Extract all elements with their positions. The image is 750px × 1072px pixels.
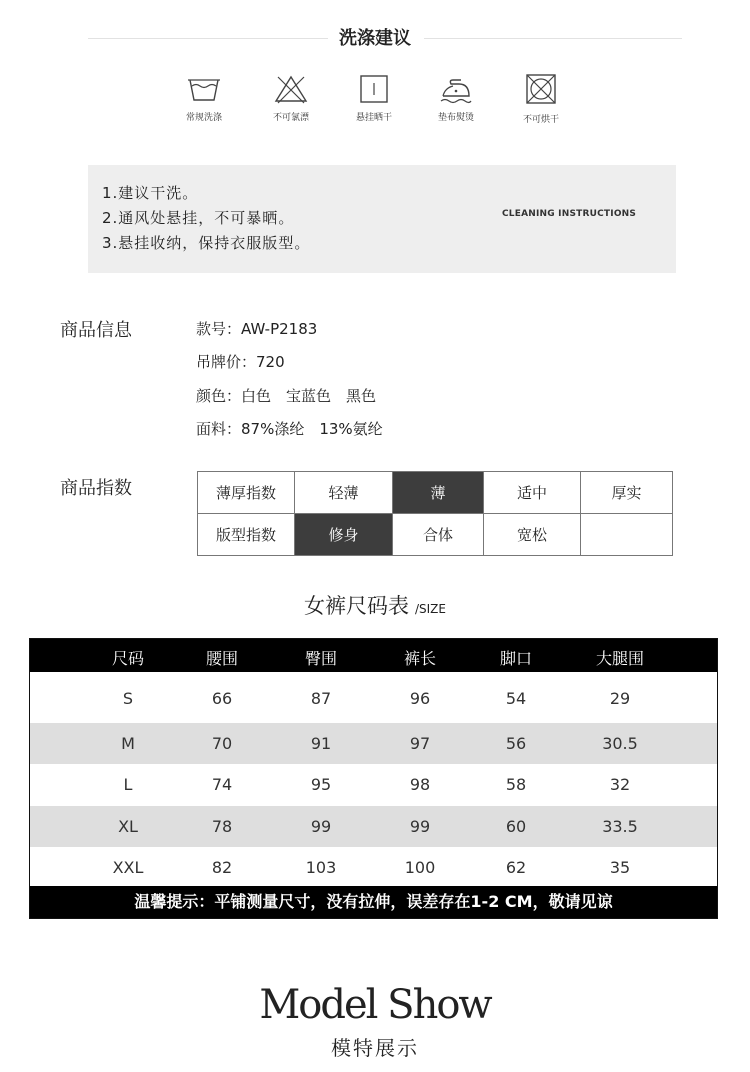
care-label: 不可烘干 bbox=[522, 115, 559, 125]
product-index-table bbox=[197, 471, 673, 556]
table-cell: 32 bbox=[609, 775, 631, 794]
table-cell: 97 bbox=[409, 734, 431, 753]
thickness-row bbox=[198, 472, 673, 514]
instruction-line: 3.悬挂收纳，保持衣服版型。 bbox=[102, 234, 311, 252]
care-label: 不可氯漂 bbox=[272, 113, 309, 123]
table-cell: XXL bbox=[112, 858, 144, 877]
care-label: 垫布熨烫 bbox=[437, 113, 474, 123]
care-item-hang bbox=[334, 74, 414, 123]
washing-title: 洗涤建议 bbox=[339, 28, 411, 49]
size-chart-title bbox=[0, 590, 750, 620]
table-cell: 70 bbox=[211, 734, 233, 753]
table-cell: 74 bbox=[211, 775, 233, 794]
table-row bbox=[30, 806, 717, 847]
table-cell: S bbox=[122, 689, 134, 708]
fabric: 面料：87%涤纶 13%氨纶 bbox=[196, 420, 383, 438]
table-cell: 82 bbox=[211, 858, 233, 877]
instruction-line: 2.通风处悬挂，不可暴晒。 bbox=[102, 209, 295, 227]
header-cell: 脚口 bbox=[499, 649, 532, 668]
option-cell: 适中 bbox=[484, 472, 581, 514]
care-item-wash bbox=[164, 74, 244, 123]
table-cell: 58 bbox=[505, 775, 527, 794]
header-cell: 大腿围 bbox=[595, 649, 644, 668]
size-chart-title-text: 女裤尺码表 bbox=[303, 594, 409, 618]
table-cell: 99 bbox=[310, 817, 332, 836]
header-cell: 尺码 bbox=[111, 649, 144, 668]
no-bleach-icon bbox=[274, 74, 308, 104]
table-row bbox=[30, 678, 717, 719]
table-cell: 54 bbox=[505, 689, 527, 708]
table-cell: XL bbox=[118, 817, 138, 836]
care-item-tumble bbox=[501, 74, 581, 125]
tag-price: 吊牌价：720 bbox=[196, 353, 285, 371]
care-label: 常规洗涤 bbox=[185, 113, 222, 123]
option-cell: 厚实 bbox=[581, 472, 673, 514]
table-row bbox=[30, 764, 717, 805]
size-chart-header bbox=[30, 639, 717, 672]
table-cell: 96 bbox=[409, 689, 431, 708]
size-chart-subtitle: /SIZE bbox=[414, 602, 446, 616]
table-cell: 99 bbox=[409, 817, 431, 836]
table-cell: 62 bbox=[505, 858, 527, 877]
table-cell: 87 bbox=[310, 689, 332, 708]
iron-with-cloth-icon bbox=[439, 74, 473, 104]
header-cell: 裤长 bbox=[403, 649, 436, 668]
option-cell: 合体 bbox=[393, 514, 484, 556]
table-cell: 91 bbox=[310, 734, 332, 753]
size-chart-note: 温馨提示：平铺测量尺寸，没有拉伸，误差存在1-2 CM，敬请见谅 bbox=[30, 886, 717, 918]
model-show-title: Model Show bbox=[259, 982, 491, 1028]
table-row bbox=[30, 723, 717, 764]
table-cell: 66 bbox=[211, 689, 233, 708]
style-number: 款号：AW-P2183 bbox=[196, 320, 318, 338]
table-cell: 56 bbox=[505, 734, 527, 753]
care-item-iron bbox=[416, 74, 496, 123]
instructions-english-label: CLEANING INSTRUCTIONS bbox=[502, 209, 637, 219]
care-item-bleach bbox=[251, 74, 331, 123]
table-cell: L bbox=[123, 775, 133, 794]
colors: 颜色：白色 宝蓝色 黑色 bbox=[196, 387, 377, 405]
size-chart-table bbox=[29, 638, 718, 919]
row-name: 薄厚指数 bbox=[198, 472, 295, 514]
model-show-subtitle: 模特展示 bbox=[331, 1036, 419, 1060]
option-cell: 宽松 bbox=[484, 514, 581, 556]
care-label: 悬挂晒干 bbox=[355, 113, 392, 123]
table-row bbox=[30, 847, 717, 888]
hang-dry-icon bbox=[357, 74, 391, 104]
row-name: 版型指数 bbox=[198, 514, 295, 556]
instruction-line: 1.建议干洗。 bbox=[102, 184, 199, 202]
table-cell: 29 bbox=[609, 689, 631, 708]
header-cell: 臀围 bbox=[304, 649, 337, 668]
fit-row bbox=[198, 514, 673, 556]
table-cell: 103 bbox=[305, 858, 337, 877]
option-cell-selected: 修身 bbox=[295, 514, 393, 556]
table-cell: 60 bbox=[505, 817, 527, 836]
table-cell: 78 bbox=[211, 817, 233, 836]
product-info-label: 商品信息 bbox=[60, 320, 132, 341]
table-cell: 30.5 bbox=[602, 734, 638, 753]
table-cell: M bbox=[121, 734, 135, 753]
washtub-icon bbox=[187, 74, 221, 104]
table-cell: 100 bbox=[404, 858, 436, 877]
table-cell: 95 bbox=[310, 775, 332, 794]
table-cell: 33.5 bbox=[602, 817, 638, 836]
no-tumble-dry-icon bbox=[524, 74, 558, 106]
option-cell bbox=[581, 514, 673, 556]
table-cell: 35 bbox=[609, 858, 631, 877]
table-cell: 98 bbox=[409, 775, 431, 794]
option-cell-selected: 薄 bbox=[393, 472, 484, 514]
option-cell: 轻薄 bbox=[295, 472, 393, 514]
header-cell: 腰围 bbox=[205, 649, 238, 668]
product-index-label: 商品指数 bbox=[60, 478, 132, 499]
